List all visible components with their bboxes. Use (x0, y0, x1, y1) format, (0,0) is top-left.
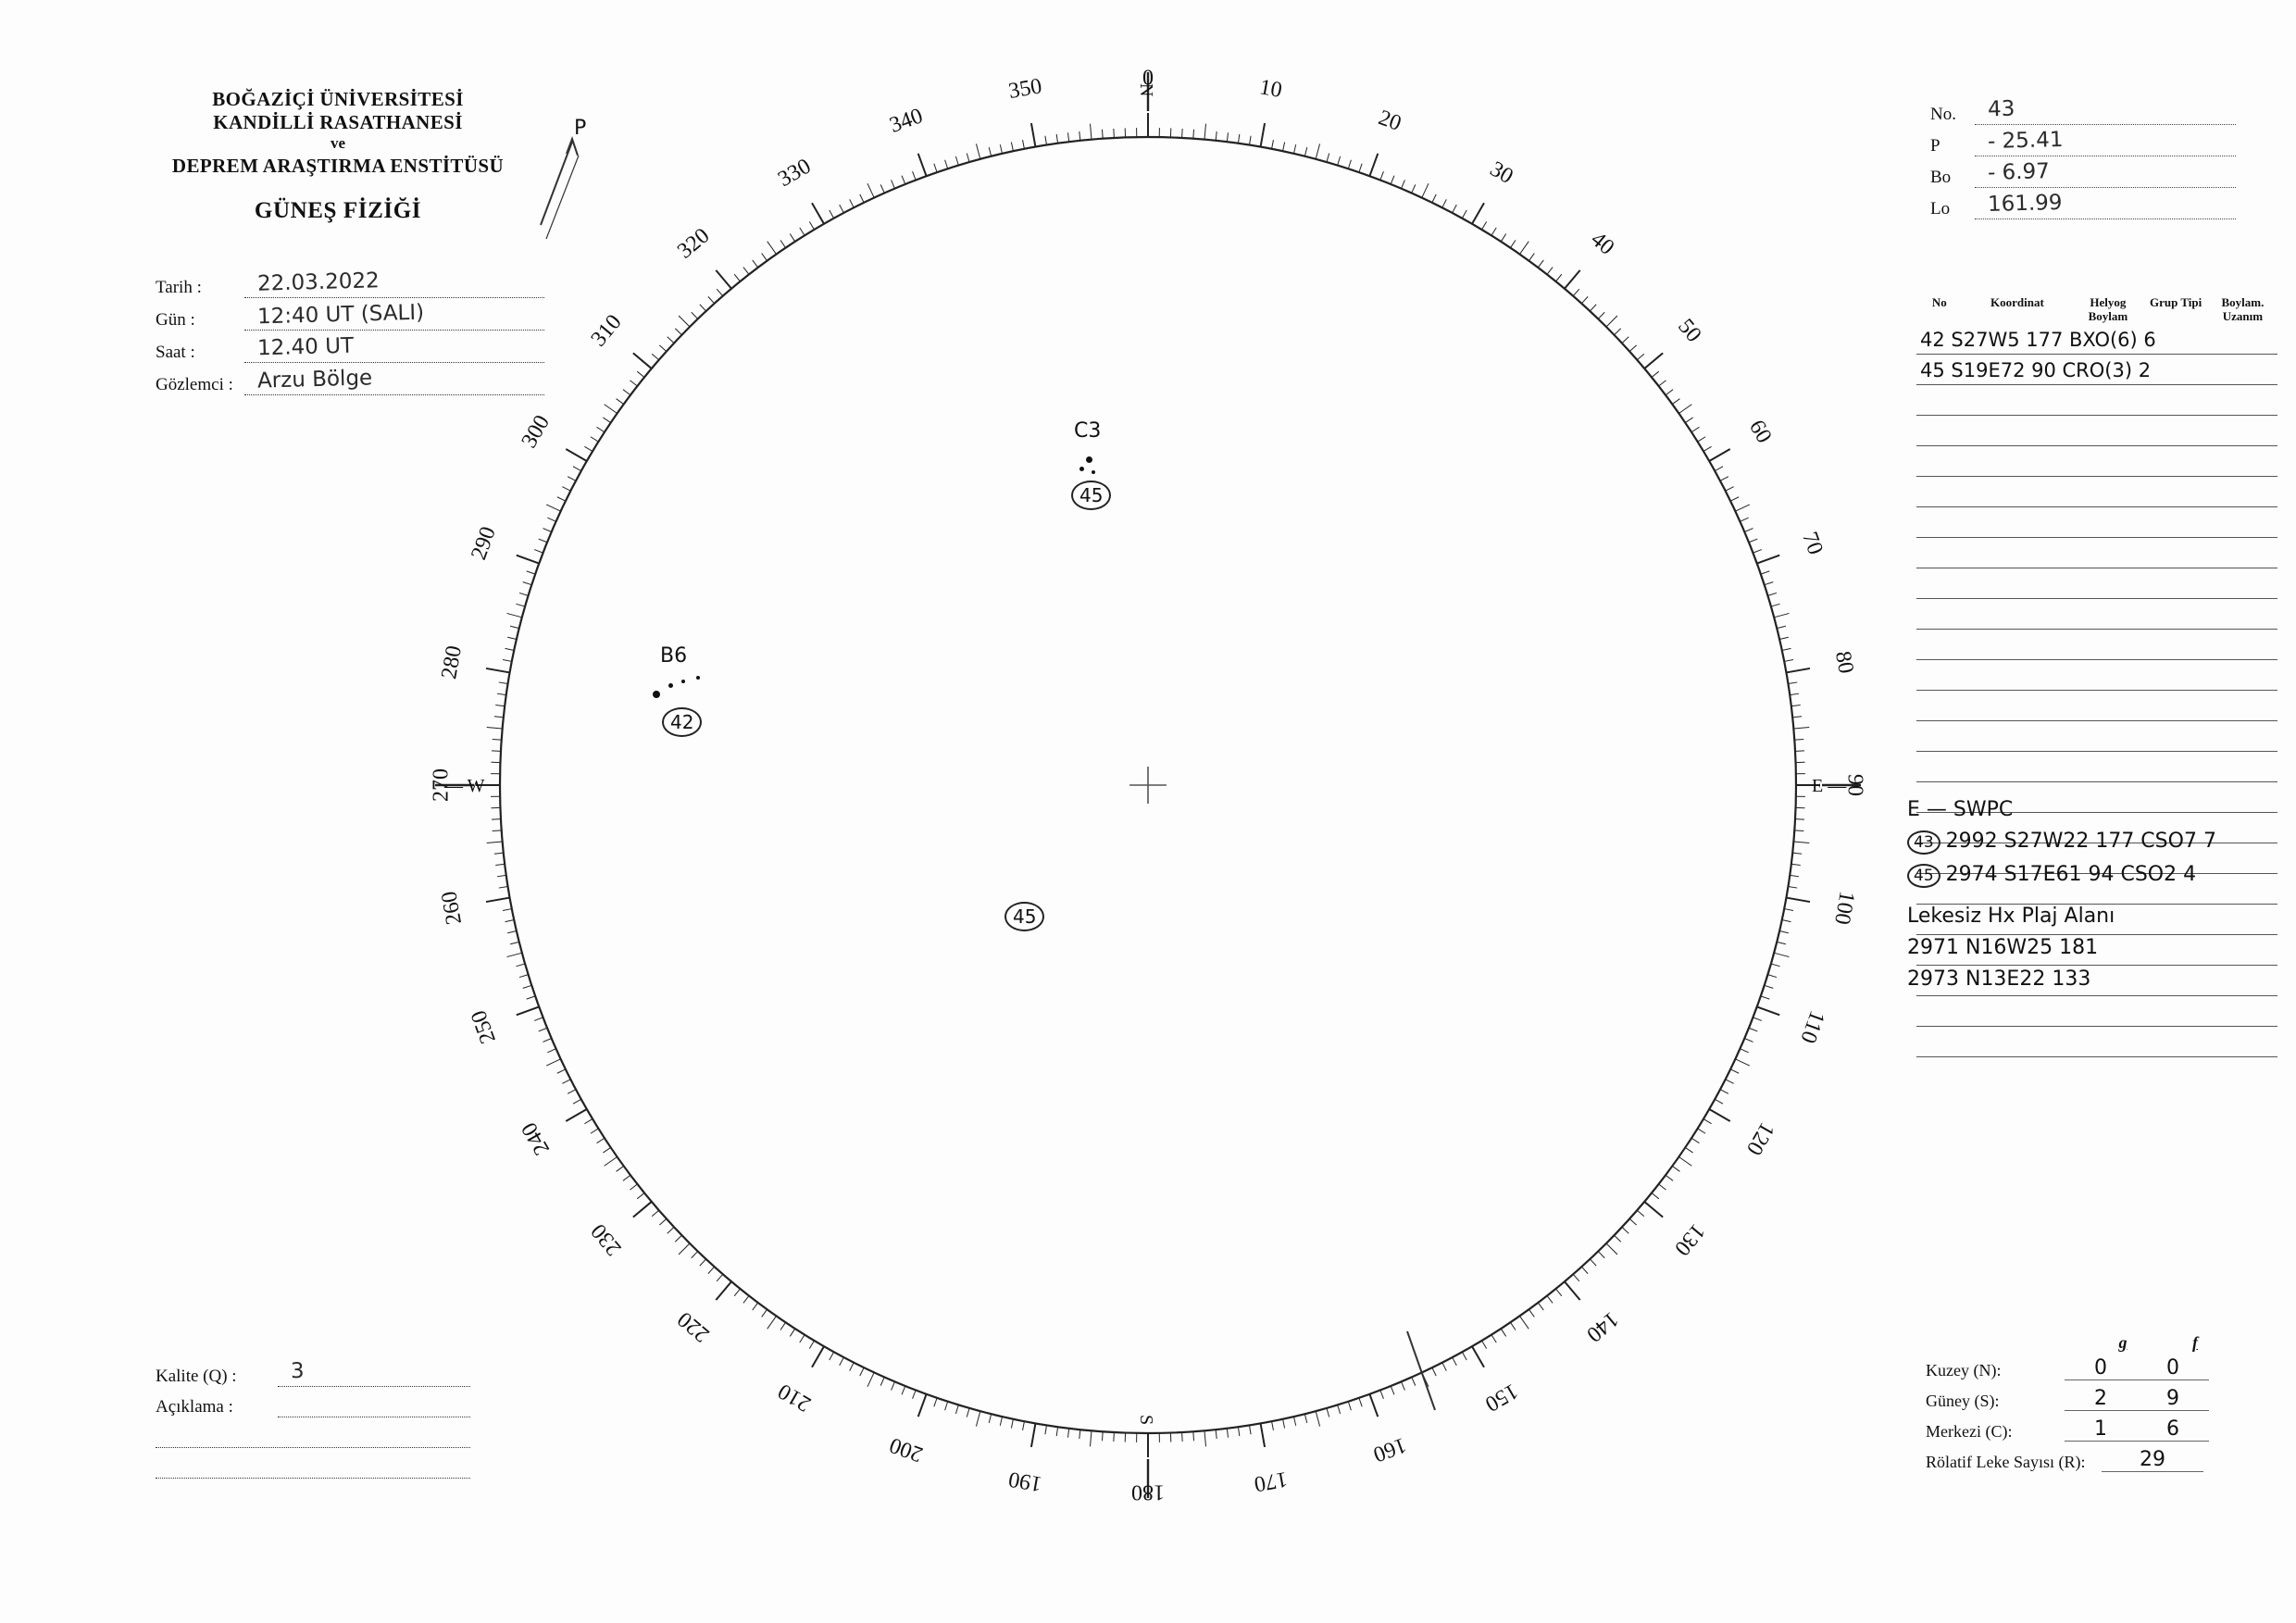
table-row-empty[interactable] (1916, 416, 2277, 446)
institution-line-3: ve (330, 134, 346, 152)
quality-value: 3 (290, 1358, 305, 1384)
spot-dot (668, 683, 673, 688)
field-date-label: Tarih : (156, 278, 202, 297)
degree-label-270: 270 (429, 768, 454, 802)
page-title: GÜNEŞ FİZİĞİ (254, 198, 422, 223)
swpc-note-1: 2971 N16W25 181 (1907, 936, 2099, 959)
institution-line-1: BOĞAZİÇİ ÜNİVERSİTESİ (212, 88, 464, 110)
p-axis-label: P (574, 117, 587, 140)
degree-label-20: 20 (1375, 106, 1404, 136)
degree-label-320: 320 (673, 223, 715, 264)
swpc-text-1: 2992 S27W22 177 CSO7 7 (1945, 830, 2216, 853)
group-bottom-number-badge: 45 (1004, 902, 1044, 931)
swpc-badge-2: 45 (1907, 864, 1940, 888)
table-row-empty[interactable] (1916, 538, 2277, 568)
field-observer-value: Arzu Bölge (256, 366, 373, 393)
degree-label-100: 100 (1828, 889, 1859, 927)
field-bo (1930, 159, 2236, 188)
description-line-2[interactable] (156, 1427, 470, 1448)
table-row-empty[interactable] (1916, 721, 2277, 752)
swpc-badge-1: 43 (1907, 830, 1940, 855)
group-b6 (660, 644, 687, 668)
degree-label-40: 40 (1586, 227, 1619, 260)
swpc-line-1 (1907, 830, 2296, 855)
table-row-values: 42 S27W5 177 BXO(6) 6 (1920, 328, 2156, 351)
degree-label-10: 10 (1257, 75, 1284, 104)
field-no-line[interactable] (1975, 96, 2236, 125)
degree-label-110: 110 (1795, 1007, 1829, 1047)
field-lo-label: Lo (1930, 199, 1951, 218)
table-row[interactable] (1916, 324, 2277, 355)
stat-south-f: 9 (2137, 1387, 2209, 1411)
group-b6-label: B6 (660, 644, 688, 668)
degree-label-130: 130 (1669, 1218, 1710, 1260)
swpc-title: E — SWPC (1907, 798, 2014, 821)
th-helyog-boylam: Helyog Boylam (2088, 295, 2128, 323)
stat-center-f: 6 (2137, 1417, 2209, 1442)
field-no-label: No. (1930, 105, 1956, 124)
spot-dot (696, 676, 700, 680)
field-no (1930, 96, 2236, 125)
degree-label-330: 330 (774, 154, 816, 193)
table-row-empty[interactable] (1916, 599, 2277, 630)
statistics-header (1926, 1333, 2231, 1353)
th-boylam-uzanim: Boylam. Uzanım (2221, 295, 2265, 323)
azimuth-mark (1407, 1331, 1435, 1410)
degree-label-140: 140 (1581, 1306, 1623, 1347)
swpc-note-2: 2973 N13E22 133 (1907, 968, 2091, 991)
degree-label-120: 120 (1741, 1117, 1779, 1159)
table-row-empty[interactable] (1916, 1027, 2277, 1057)
disc-svg (426, 63, 1870, 1507)
table-row-values: 45 S19E72 90 CRO(3) 2 (1920, 358, 2152, 381)
degree-label-150: 150 (1480, 1378, 1522, 1417)
institution-line-4: DEPREM ARAŞTIRMA ENSTİTÜSÜ (171, 155, 505, 177)
description-row (156, 1396, 470, 1417)
spot-dot (653, 691, 660, 698)
swpc-notes (1907, 798, 2296, 999)
institution-line-2: KANDİLLİ RASATHANESİ (213, 111, 463, 133)
stat-south-g: 2 (2065, 1387, 2137, 1411)
field-time-value: 12.40 UT (256, 333, 355, 361)
degree-label-210: 210 (774, 1378, 816, 1417)
group-b6-number-badge: 42 (662, 707, 702, 737)
th-koordinat: Koordinat (1990, 295, 2044, 309)
degree-label-180: 180 (1131, 1479, 1165, 1504)
quality-block (156, 1358, 470, 1488)
group-c3 (1074, 419, 1101, 443)
cardinal-w: — W (444, 776, 485, 796)
swpc-line-2 (1907, 863, 2296, 888)
table-row-empty[interactable] (1916, 660, 2277, 691)
stat-center-g: 1 (2065, 1417, 2137, 1442)
p-axis-arrow (541, 139, 578, 225)
stat-row-north (1926, 1356, 2231, 1380)
stat-col-f: f (2192, 1333, 2198, 1352)
degree-label-190: 190 (1006, 1466, 1044, 1496)
group-c3-number (1071, 484, 1111, 506)
field-lo-line[interactable] (1975, 190, 2236, 219)
degree-label-290: 290 (467, 523, 501, 564)
group-c3-number-badge: 45 (1071, 481, 1111, 510)
stat-relative-label: Rölatif Leke Sayısı (R): (1926, 1453, 2086, 1471)
group-bottom-number (1004, 905, 1044, 928)
degree-label-230: 230 (586, 1218, 627, 1260)
field-p-label: P (1930, 136, 1940, 156)
stat-relative-value: 29 (2102, 1448, 2203, 1472)
stat-north-label: Kuzey (N): (1926, 1361, 2002, 1380)
field-time-label: Saat : (156, 343, 195, 362)
stat-north-g: 0 (2065, 1356, 2137, 1380)
degree-label-350: 350 (1006, 74, 1044, 105)
statistics-block (1926, 1333, 2231, 1472)
table-row-empty[interactable] (1916, 752, 2277, 782)
stat-south-label: Güney (S): (1926, 1392, 2000, 1410)
table-row-empty[interactable] (1916, 630, 2277, 660)
table-row-empty[interactable] (1916, 691, 2277, 721)
degree-label-50: 50 (1673, 314, 1706, 347)
cardinal-s: S (1136, 1415, 1156, 1426)
degree-label-220: 220 (673, 1306, 715, 1347)
field-p-value: - 25.41 (1987, 127, 2064, 155)
description-line-3[interactable] (156, 1457, 470, 1479)
degree-label-280: 280 (437, 643, 468, 681)
spot-dot (1086, 456, 1092, 463)
degree-label-30: 30 (1485, 156, 1517, 190)
field-bo-line[interactable] (1975, 159, 2236, 188)
cardinal-e: E — (1812, 776, 1847, 796)
table-row-empty[interactable] (1916, 446, 2277, 477)
field-day-value: 12:40 UT (SALI) (256, 300, 425, 330)
field-bo-label: Bo (1930, 168, 1952, 187)
degree-label-170: 170 (1252, 1466, 1290, 1496)
field-lo-value: 161.99 (1987, 190, 2063, 218)
spot-dot (1092, 470, 1095, 474)
th-no: No (1931, 295, 1947, 309)
degree-label-260: 260 (437, 889, 468, 927)
table-row-empty[interactable] (1916, 996, 2277, 1027)
field-p (1930, 127, 2236, 156)
description-label: Açıklama : (156, 1397, 233, 1417)
right-header-fields (1930, 96, 2236, 228)
stat-row-south (1926, 1387, 2231, 1411)
table-row-empty[interactable] (1916, 477, 2277, 507)
swpc-note-title: Lekesiz Hx Plaj Alanı (1907, 905, 2115, 928)
cardinal-n: N (1136, 83, 1156, 97)
stat-row-relative (1926, 1448, 2231, 1472)
degree-label-340: 340 (886, 104, 927, 138)
table-row-empty[interactable] (1916, 568, 2277, 599)
degree-label-250: 250 (467, 1006, 501, 1047)
table-row-empty[interactable] (1916, 385, 2277, 416)
th-grup-tipi: Grup Tipi (2150, 295, 2202, 309)
solar-disc-diagram (426, 63, 1870, 1507)
stat-row-center (1926, 1417, 2231, 1442)
stat-center-label: Merkezi (C): (1926, 1422, 2013, 1441)
degree-label-240: 240 (517, 1117, 555, 1159)
degree-label-70: 70 (1797, 529, 1828, 558)
degree-label-0: 0 (1142, 66, 1154, 91)
group-b6-number (662, 711, 702, 733)
degree-label-90: 90 (1842, 774, 1867, 796)
degree-label-200: 200 (886, 1432, 927, 1467)
spot-dot (1079, 467, 1084, 471)
swpc-text-2: 2974 S17E61 94 CSO2 4 (1945, 863, 2197, 886)
stat-north-f: 0 (2137, 1356, 2209, 1380)
degree-label-310: 310 (586, 310, 627, 352)
field-no-value: 43 (1987, 96, 2015, 122)
field-p-line[interactable] (1975, 127, 2236, 156)
field-bo-value: - 6.97 (1987, 159, 2051, 185)
field-date-value: 22.03.2022 (256, 268, 381, 296)
quality-row (156, 1358, 470, 1387)
stat-col-g: g (2118, 1333, 2128, 1352)
degree-label-300: 300 (517, 411, 555, 453)
table-row-empty[interactable] (1916, 507, 2277, 538)
spot-dot (681, 680, 685, 683)
group-c3-label: C3 (1074, 419, 1102, 443)
field-observer-label: Gözlemci : (156, 375, 233, 394)
degree-label-80: 80 (1829, 649, 1858, 676)
quality-label: Kalite (Q) : (156, 1367, 237, 1386)
field-day-label: Gün : (156, 310, 195, 330)
table-row[interactable] (1916, 355, 2277, 385)
degree-label-160: 160 (1369, 1432, 1410, 1467)
field-lo (1930, 190, 2236, 219)
table-header-row (1916, 296, 2277, 324)
degree-label-60: 60 (1743, 416, 1777, 448)
